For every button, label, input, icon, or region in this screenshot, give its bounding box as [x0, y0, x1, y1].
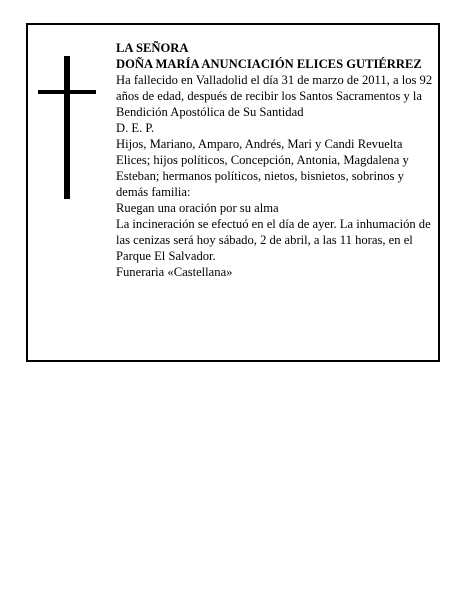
cross-icon — [38, 56, 96, 199]
family-list: Hijos, Mariano, Amparo, Andrés, Mari y Candi Revuelta Elices; hijos políticos, Concepción, Antonia, Magdalena y Esteban; hermanos políticos, nietos, bisnietos, sobrinos y demás familia: — [116, 137, 409, 199]
cross-vertical-bar — [64, 56, 70, 199]
prayer-request: Ruegan una oración por su alma — [116, 201, 279, 215]
deceased-name: DOÑA MARÍA ANUNCIACIÓN ELICES GUTIÉRREZ — [116, 57, 422, 71]
funeral-home: Funeraria «Castellana» — [116, 265, 233, 279]
dep-line: D. E. P. — [116, 121, 155, 135]
cross-horizontal-bar — [38, 90, 96, 94]
ceremony-details: La incineración se efectuó en el día de ayer. La inhumación de las cenizas será hoy sábado, 2 de abril, a las 11 horas, en el Parque El Salvador. — [116, 217, 431, 263]
notice-text — [116, 40, 436, 280]
obituary-notice — [26, 23, 440, 362]
death-announcement: Ha fallecido en Valladolid el día 31 de marzo de 2011, a los 92 años de edad, después de recibir los Santos Sacramentos y la Bendición Apostólica de Su Santidad — [116, 73, 433, 119]
notice-title: LA SEÑORA — [116, 41, 189, 55]
